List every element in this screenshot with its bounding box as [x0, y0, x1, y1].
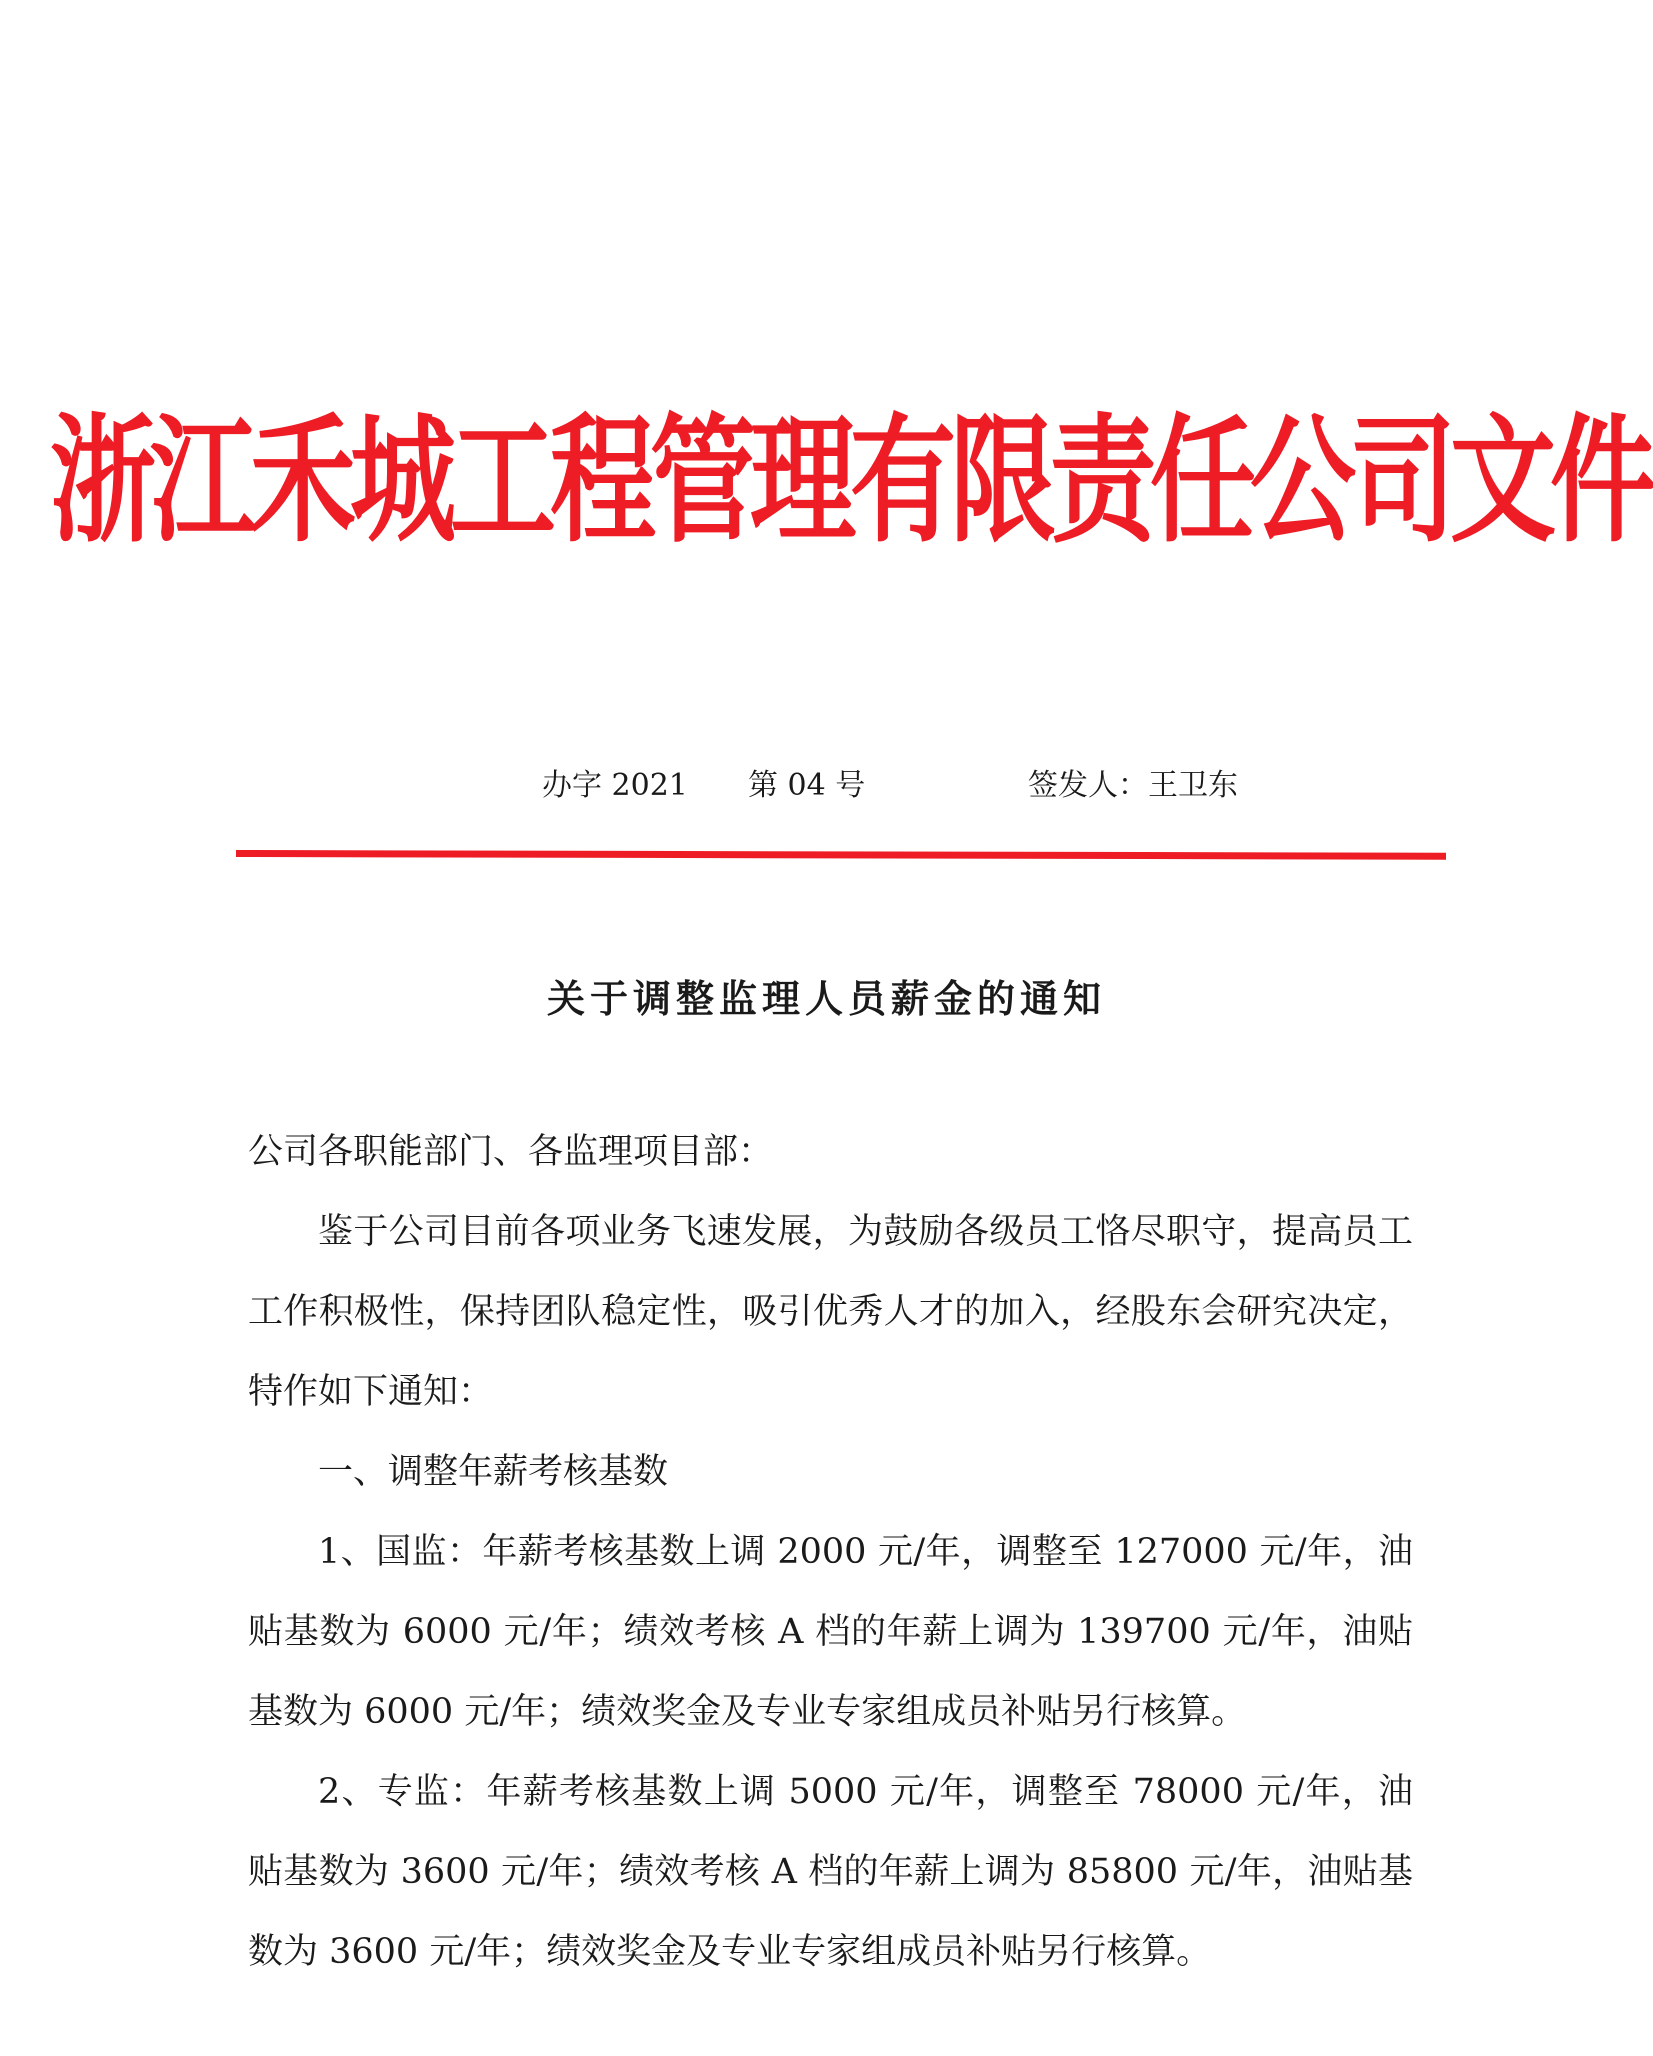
section-heading-1: 一、调整年薪考核基数 — [318, 1452, 669, 1492]
document-serial: 第 04 号 — [748, 768, 866, 803]
notice-title: 关于调整监理人员薪金的通知 — [546, 977, 1106, 1021]
notice-item-1: 1、国监：年薪考核基数上调 2000 元/年，调整至 127000 元/年，油贴基数为 6000 元/年；绩效考核 A 档的年薪上调为 139700 元/年，油贴基数为 6000 元/年；绩效奖金及专业专家组成员补贴另行核算。 — [248, 1532, 1413, 1732]
notice-salutation: 公司各职能部门、各监理项目部： — [248, 1132, 774, 1172]
notice-item-2: 2、专监：年薪考核基数上调 5000 元/年，调整至 78000 元/年，油贴基数为 3600 元/年；绩效考核 A 档的年薪上调为 85800 元/年，油贴基数为 3600 元/年；绩效奖金及专业专家组成员补贴另行核算。 — [248, 1772, 1413, 1972]
document-masthead: 浙江禾城工程管理有限责任公司文件 — [50, 401, 1650, 561]
document-meta-line — [0, 760, 1653, 810]
document-number: 办字 2021 — [542, 768, 688, 803]
notice-intro-paragraph: 鉴于公司目前各项业务飞速发展，为鼓励各级员工恪尽职守，提高员工工作积极性，保持团队稳定性，吸引优秀人才的加入，经股东会研究决定，特作如下通知： — [248, 1212, 1413, 1412]
document-signer: 签发人：王卫东 — [1028, 768, 1238, 803]
red-divider-rule — [236, 850, 1446, 860]
notice-body — [248, 1112, 1413, 1992]
